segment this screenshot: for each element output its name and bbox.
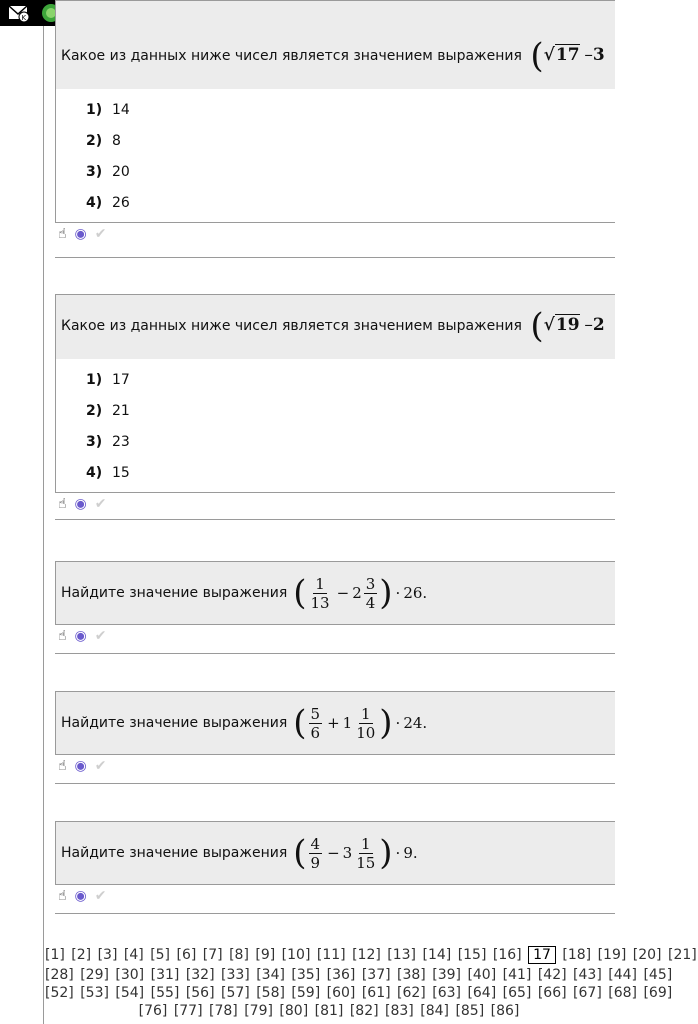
task-tools	[55, 625, 615, 647]
page-link[interactable]: [18]	[562, 947, 592, 963]
page-link[interactable]: [3]	[97, 947, 118, 963]
eye-icon[interactable]: ◉	[74, 888, 87, 904]
page-link[interactable]: [67]	[573, 985, 602, 1001]
page-link[interactable]: [8]	[229, 947, 249, 963]
hand-pointer-icon[interactable]: ☝	[58, 628, 67, 644]
question-header	[56, 295, 615, 359]
notification-icons	[8, 3, 62, 27]
page-link[interactable]: [14]	[422, 947, 452, 963]
page-link[interactable]: [12]	[352, 947, 381, 963]
page-link[interactable]: [59]	[291, 985, 321, 1001]
page-link[interactable]: [84]	[420, 1003, 449, 1019]
answer-option[interactable]: 4) 26	[86, 195, 130, 211]
hand-pointer-icon[interactable]: ☝	[58, 226, 67, 242]
page-link[interactable]: [52]	[45, 985, 74, 1001]
question-box	[55, 821, 615, 885]
page-link[interactable]: [83]	[385, 1003, 414, 1019]
page-link[interactable]: [57]	[221, 985, 250, 1001]
math-expression: ( $\frac{5}{6}$ + 1 $\frac{1}{10}$ ) · 24.	[293, 703, 428, 743]
page-link[interactable]: [9]	[255, 947, 276, 963]
left-border	[43, 26, 44, 1024]
question-header	[56, 692, 615, 754]
separator	[55, 653, 615, 654]
page-content[interactable]	[0, 26, 697, 1024]
eye-icon[interactable]: ◉	[74, 628, 87, 644]
question-box	[55, 0, 615, 223]
task-2	[55, 294, 615, 520]
hand-pointer-icon[interactable]: ☝	[58, 758, 67, 774]
check-icon[interactable]: ✔	[94, 496, 107, 512]
pagination-row	[44, 984, 673, 1002]
answer-option[interactable]: 2) 8	[86, 133, 121, 149]
page-link[interactable]: [11]	[316, 947, 346, 963]
hand-pointer-icon[interactable]: ☝	[58, 888, 67, 904]
page-link[interactable]: [41]	[502, 967, 532, 983]
math-expression: ( $\frac{1}{13}$ − 2 $\frac{3}{4}$ ) · 26.	[293, 573, 428, 613]
question-text: Какое из данных ниже чисел является значением выражения	[61, 48, 522, 64]
page-link[interactable]: [53]	[80, 985, 109, 1001]
page-link[interactable]: [16]	[492, 947, 522, 963]
page-link[interactable]: [2]	[71, 947, 92, 963]
pagination-row	[44, 1002, 614, 1020]
page-link[interactable]: [42]	[537, 967, 567, 983]
page-link[interactable]: [82]	[349, 1003, 379, 1019]
page-link[interactable]: [78]	[209, 1003, 238, 1019]
question-text: Какое из данных ниже чисел является значением выражения	[61, 318, 522, 334]
answer-list	[56, 89, 615, 222]
math-expression: ( $\frac{4}{9}$ − 3 $\frac{1}{15}$ ) · 9.	[293, 833, 418, 873]
page-link[interactable]: [28]	[45, 967, 74, 983]
page-link[interactable]: [5]	[150, 947, 171, 963]
page-link[interactable]: [44]	[608, 967, 637, 983]
math-expression: (√19 –2	[530, 306, 605, 346]
check-icon[interactable]: ✔	[94, 888, 107, 904]
page-link-current[interactable]: 17	[528, 946, 556, 964]
task-4	[55, 691, 615, 784]
page-link[interactable]: [62]	[397, 985, 426, 1001]
answer-option[interactable]: 4) 15	[86, 465, 130, 481]
page-link[interactable]: [55]	[150, 985, 180, 1001]
question-box	[55, 294, 615, 493]
check-icon[interactable]: ✔	[94, 628, 107, 644]
page-link[interactable]: [19]	[597, 947, 627, 963]
page-link[interactable]: [45]	[643, 967, 673, 983]
page-link[interactable]: [77]	[173, 1003, 203, 1019]
page-link[interactable]: [85]	[455, 1003, 485, 1019]
page-link[interactable]: [68]	[608, 985, 637, 1001]
page-link[interactable]: [43]	[573, 967, 602, 983]
page-link[interactable]: [60]	[326, 985, 356, 1001]
page-link[interactable]: [34]	[256, 967, 285, 983]
page-link[interactable]: [35]	[291, 967, 321, 983]
page-link[interactable]: [6]	[176, 947, 197, 963]
task-1	[55, 0, 615, 258]
page-link[interactable]: [13]	[387, 947, 417, 963]
page-link[interactable]: [39]	[432, 967, 461, 983]
page-link[interactable]: [31]	[150, 967, 180, 983]
check-icon[interactable]: ✔	[94, 226, 107, 242]
eye-icon[interactable]: ◉	[74, 496, 87, 512]
answer-list	[56, 359, 615, 492]
answer-option[interactable]: 3) 20	[86, 164, 130, 180]
page-link[interactable]: [7]	[202, 947, 223, 963]
page-link[interactable]: [76]	[138, 1003, 168, 1019]
separator	[55, 913, 615, 914]
task-tools	[55, 885, 615, 907]
pagination-row	[44, 966, 673, 984]
page-link[interactable]: [61]	[361, 985, 391, 1001]
math-expression: (√17 –3	[530, 36, 605, 76]
page-link[interactable]: [1]	[45, 947, 65, 963]
question-box	[55, 561, 615, 625]
page-link[interactable]: [30]	[115, 967, 145, 983]
eye-icon[interactable]: ◉	[74, 758, 87, 774]
page-link[interactable]: [81]	[314, 1003, 344, 1019]
page-link[interactable]: [65]	[502, 985, 532, 1001]
answer-option[interactable]: 1) 17	[86, 372, 130, 388]
task-3	[55, 561, 615, 654]
page-link[interactable]: [86]	[490, 1003, 520, 1019]
question-header	[56, 562, 615, 624]
page-link[interactable]: [66]	[537, 985, 567, 1001]
page-link[interactable]: [58]	[256, 985, 285, 1001]
page-link[interactable]: [21]	[667, 947, 697, 963]
pagination	[44, 946, 697, 1020]
question-text: Найдите значение выражения	[61, 585, 288, 601]
question-box	[55, 691, 615, 755]
page-link[interactable]: [80]	[279, 1003, 309, 1019]
task-tools	[55, 755, 615, 777]
page-link[interactable]: [29]	[80, 967, 109, 983]
page-link[interactable]: [4]	[123, 947, 144, 963]
mail-notification-icon	[8, 4, 30, 26]
page-link[interactable]: [64]	[467, 985, 497, 1001]
page-link[interactable]: [63]	[432, 985, 461, 1001]
page-link[interactable]: [36]	[326, 967, 356, 983]
separator	[55, 519, 615, 520]
answer-option[interactable]: 1) 14	[86, 102, 130, 118]
task-tools	[55, 493, 615, 515]
question-header	[56, 822, 615, 884]
page-link[interactable]: [69]	[643, 985, 673, 1001]
page-link[interactable]: [33]	[221, 967, 250, 983]
eye-icon[interactable]: ◉	[74, 226, 87, 242]
pagination-row	[44, 946, 697, 964]
page-link[interactable]: [32]	[185, 967, 215, 983]
task-5	[55, 821, 615, 914]
page-link[interactable]: [40]	[467, 967, 497, 983]
svg-text:K: K	[21, 14, 27, 22]
page-link[interactable]: [54]	[115, 985, 145, 1001]
page-link[interactable]: [56]	[185, 985, 215, 1001]
separator	[55, 783, 615, 784]
question-text: Найдите значение выражения	[61, 845, 288, 861]
answer-option[interactable]: 3) 23	[86, 434, 130, 450]
task-tools	[55, 223, 615, 245]
check-icon[interactable]: ✔	[94, 758, 107, 774]
page-link[interactable]: [79]	[244, 1003, 273, 1019]
page-link[interactable]: [38]	[397, 967, 426, 983]
answer-option[interactable]: 2) 21	[86, 403, 130, 419]
page-link[interactable]: [10]	[281, 947, 311, 963]
page-link[interactable]: [20]	[632, 947, 662, 963]
question-text: Найдите значение выражения	[61, 715, 288, 731]
hand-pointer-icon[interactable]: ☝	[58, 496, 67, 512]
separator	[55, 257, 615, 258]
page-link[interactable]: [15]	[457, 947, 487, 963]
page-link[interactable]: [37]	[361, 967, 391, 983]
question-header	[56, 1, 615, 89]
